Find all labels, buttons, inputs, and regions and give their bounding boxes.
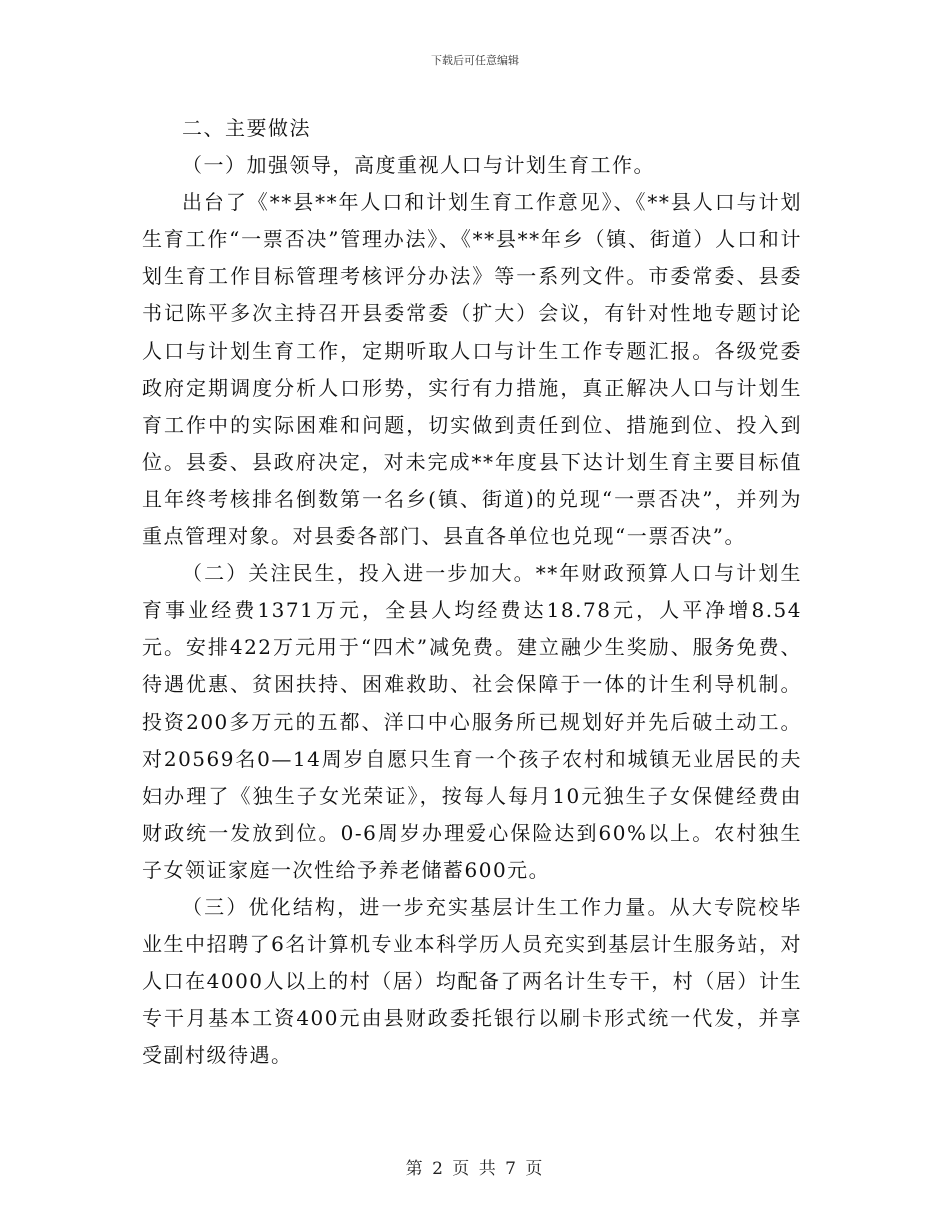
page-number-footer: 第 2 页 共 7 页 [405, 1159, 545, 1179]
paragraph-structure: （三）优化结构，进一步充实基层计生工作力量。从大专院校毕业生中招聘了6名计算机专业本科学历人员充实到基层计生服务站，对人口在4000人以上的村（居）均配备了两名计生专干，村（居）计生专干月基本工资400元由县财政委托银行以刷卡形式统一代发，并享受副村级待遇。 [142, 894, 802, 1068]
paragraph-leadership: 出台了《**县**年人口和计划生育工作意见》、《**县人口与计划生育工作“一票否决”管理办法》、《**县**年乡（镇、街道）人口和计划生育工作目标管理考核评分办法》等一系列文件。市委常委、县委书记陈平多次主持召开县委常委（扩大）会议，有针对性地专题讨论人口与计划生育工作，定期听取人口与计生工作专题汇报。各级党委政府定期调度分析人口形势，实行有力措施，真正解决人口与计划生育工作中的实际困难和问题，切实做到责任到位、措施到位、投入到位。县委、县政府决定，对未完成**年度县下达计划生育主要目标值且年终考核排名倒数第一名乡(镇、街道)的兑现“一票否决”，并列为重点管理对象。对县委各部门、县直各单位也兑现“一票否决”。 [142, 190, 802, 549]
paragraph-livelihood: （二）关注民生，投入进一步加大。**年财政预算人口与计划生育事业经费1371万元，全县人均经费达18.78元，人平净增8.54元。安排422万元用于“四术”减免费。建立融少生奖励、服务免费、待遇优惠、贫困扶持、困难救助、社会保障于一体的计生利导机制。投资200多万元的五都、洋口中心服务所已规划好并先后破土动工。对20569名0—14周岁自愿只生育一个孩子农村和城镇无业居民的夫妇办理了《独生子女光荣证》，按每人每月10元独生子女保健经费由财政统一发放到位。0-6周岁办理爱心保险达到60%以上。农村独生子女领证家庭一次性给予养老储蓄600元。 [142, 561, 802, 882]
subsection-heading-1: （一）加强领导，高度重视人口与计划生育工作。 [182, 153, 655, 178]
document-body [142, 110, 802, 1074]
section-title: 二、主要做法 [182, 116, 311, 140]
page-header-note: 下载后可任意编辑 [431, 54, 519, 67]
